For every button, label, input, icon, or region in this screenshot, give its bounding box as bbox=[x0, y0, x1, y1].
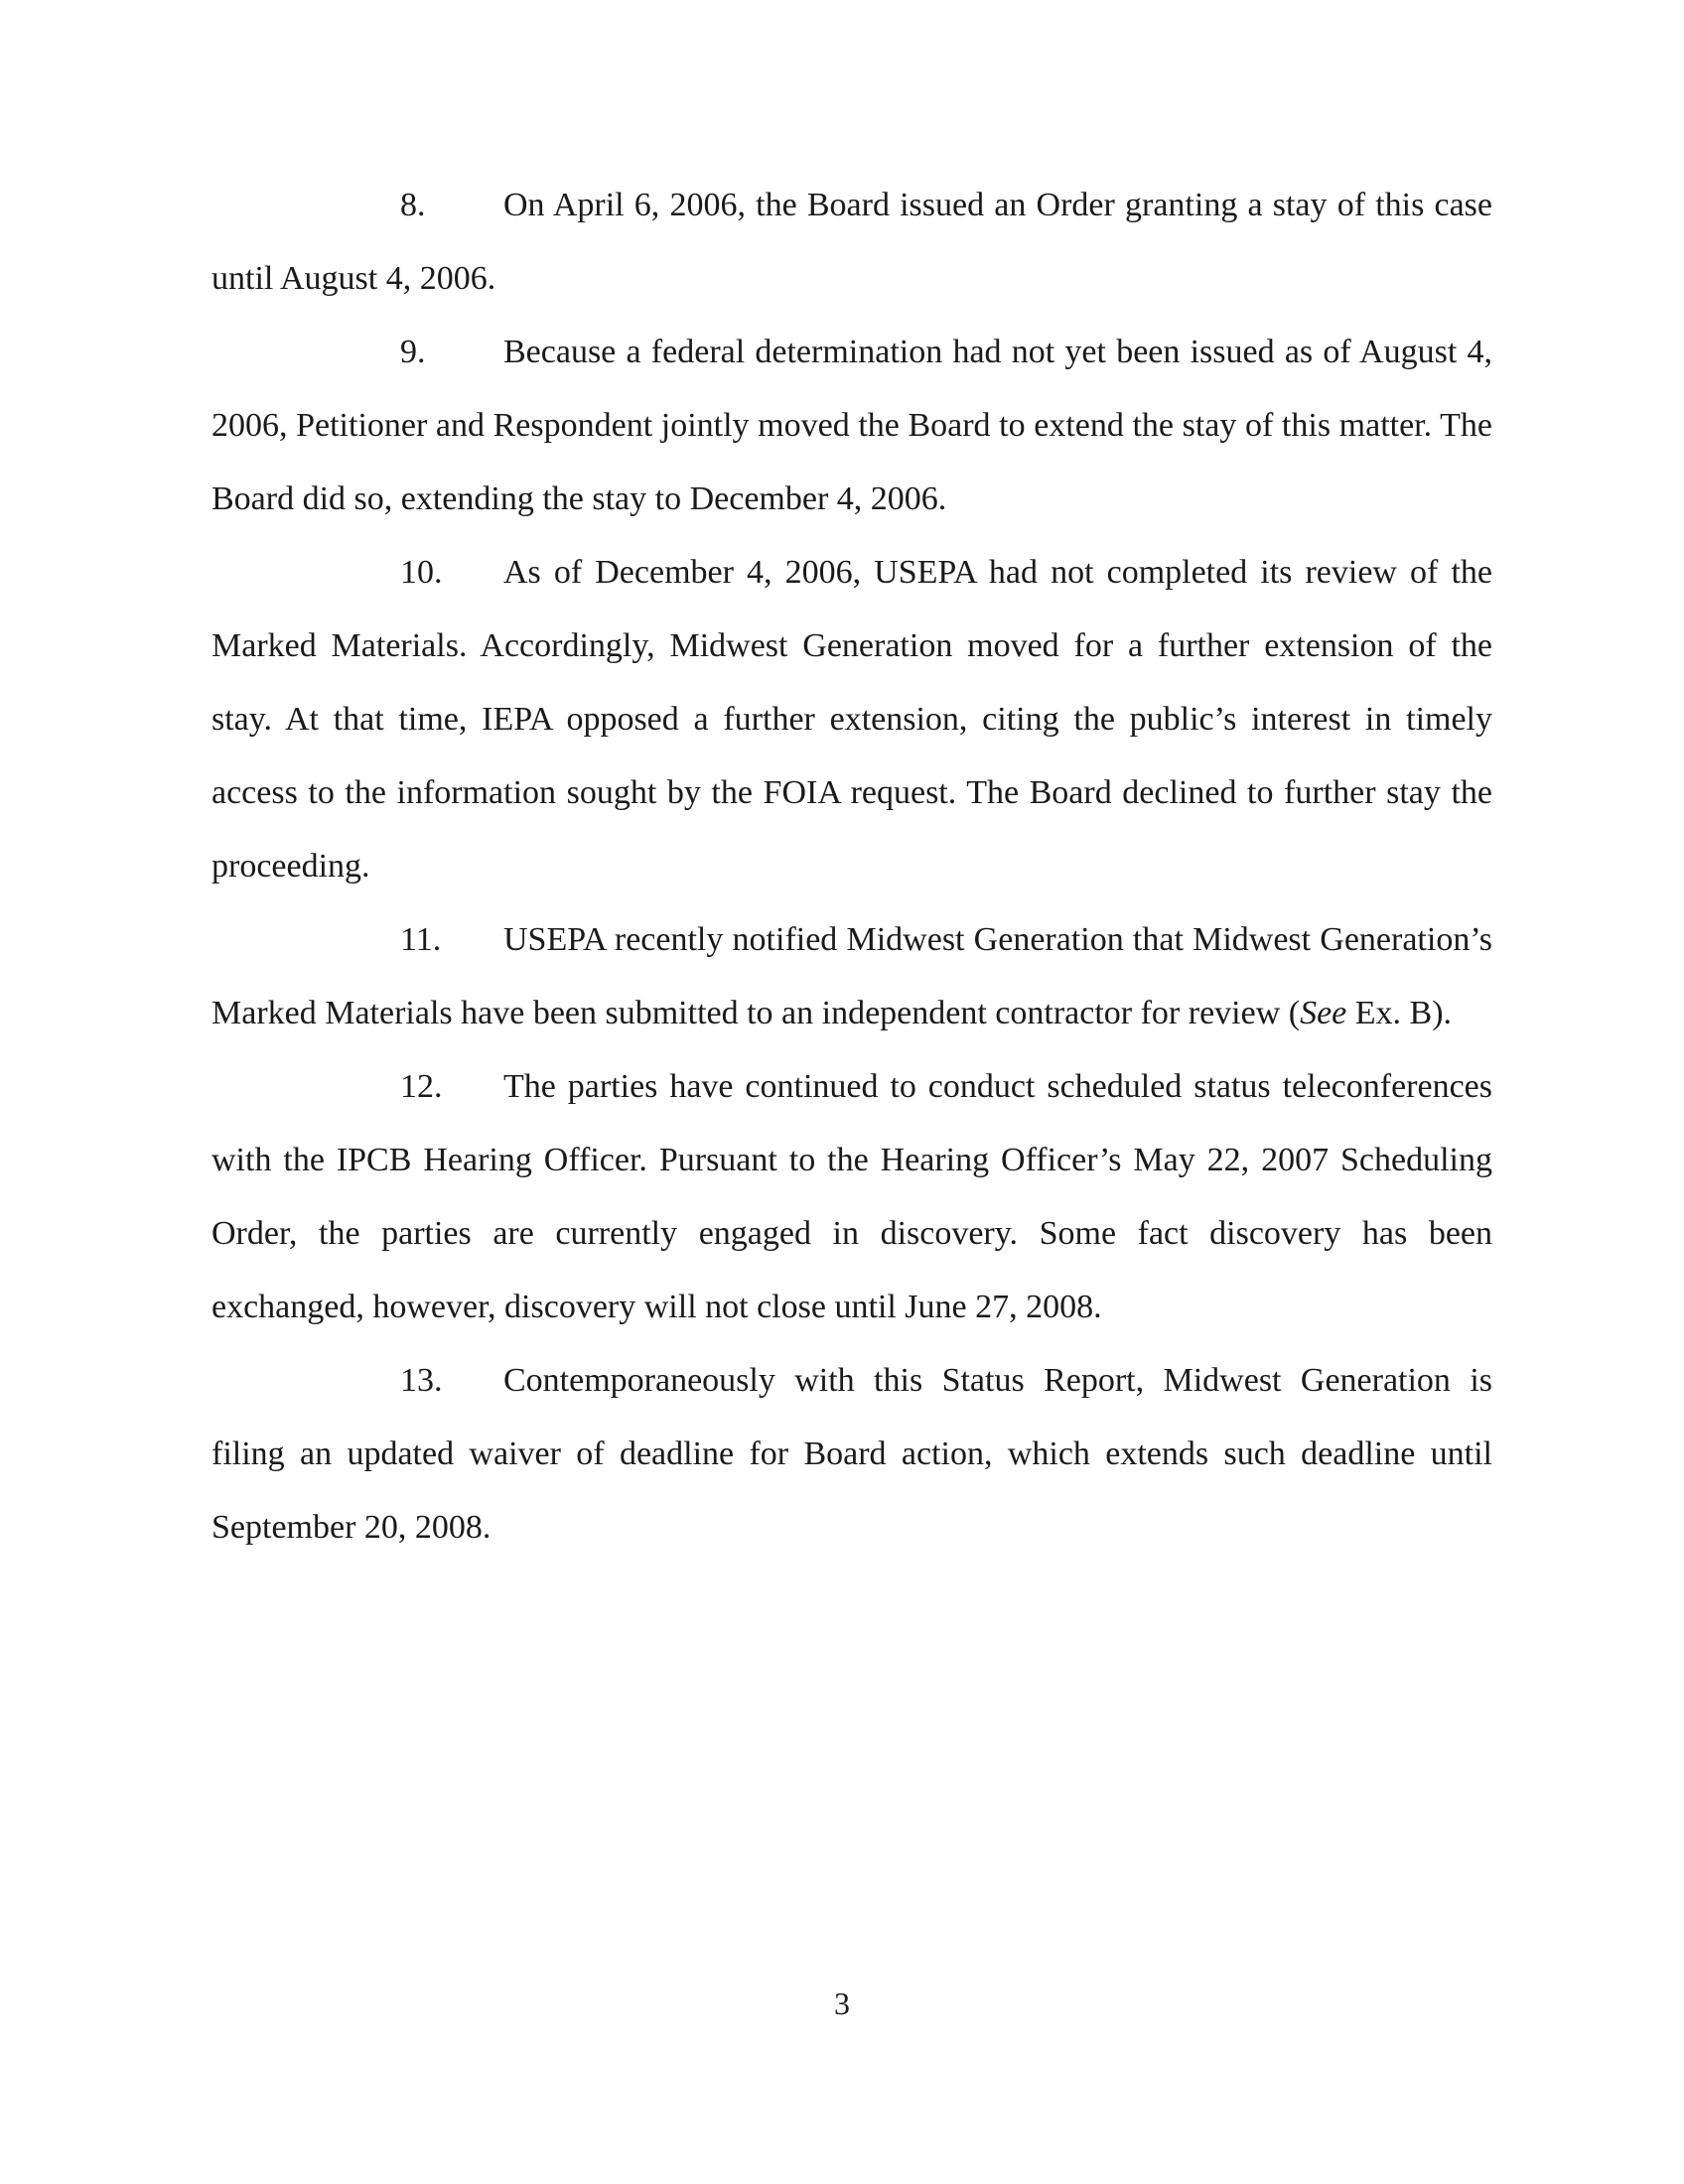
document-body bbox=[211, 169, 1492, 1565]
paragraph-text: On April 6, 2006, the Board issued an Order granting a stay of this case until August 4, 2006. bbox=[211, 187, 1492, 297]
page-number: 3 bbox=[834, 1985, 850, 2021]
paragraph-number: 8. bbox=[400, 187, 426, 223]
paragraph-number: 12. bbox=[400, 1068, 443, 1105]
paragraph-5 bbox=[211, 1050, 1492, 1344]
paragraph-text: Ex. B). bbox=[1346, 995, 1453, 1031]
paragraph-text: Contemporaneously with this Status Report, Midwest Generation is filing an updated waiver of deadline for Board action, which extends such deadline until September 20, 2008. bbox=[211, 1362, 1492, 1546]
paragraph-2 bbox=[211, 316, 1492, 536]
paragraph-number: 13. bbox=[400, 1362, 443, 1399]
paragraph-number: 11. bbox=[400, 921, 442, 958]
paragraph-4 bbox=[211, 903, 1492, 1050]
italic-citation: See bbox=[1300, 995, 1347, 1031]
paragraph-number: 10. bbox=[400, 554, 443, 591]
paragraph-3 bbox=[211, 536, 1492, 903]
paragraph-text: The parties have continued to conduct scheduled status teleconferences with the IPCB Hearing Officer. Pursuant to the Hearing Officer’s May 22, 2007 Scheduling Order, the parties are currently engaged in discovery. Some fact discovery has been exchanged, however, discovery will not close until June 27, 2008. bbox=[211, 1068, 1492, 1325]
paragraph-text: As of December 4, 2006, USEPA had not completed its review of the Marked Materials. Accordingly, Midwest Generation moved for a further extension of the stay. At that time, IEPA opposed a further extension, citing the public’s interest in timely access to the information sought by the FOIA request. The Board declined to further stay the proceeding. bbox=[211, 554, 1492, 885]
paragraph-number: 9. bbox=[400, 334, 426, 370]
paragraph-1 bbox=[211, 169, 1492, 316]
paragraph-text: Because a federal determination had not yet been issued as of August 4, 2006, Petitioner and Respondent jointly moved the Board to extend the stay of this matter. The Board did so, extending the stay to December 4, 2006. bbox=[211, 334, 1492, 517]
paragraph-6 bbox=[211, 1344, 1492, 1565]
paragraph-text: USEPA recently notified Midwest Generation that Midwest Generation’s Marked Materials have been submitted to an independent contractor for review ( bbox=[211, 921, 1492, 1031]
